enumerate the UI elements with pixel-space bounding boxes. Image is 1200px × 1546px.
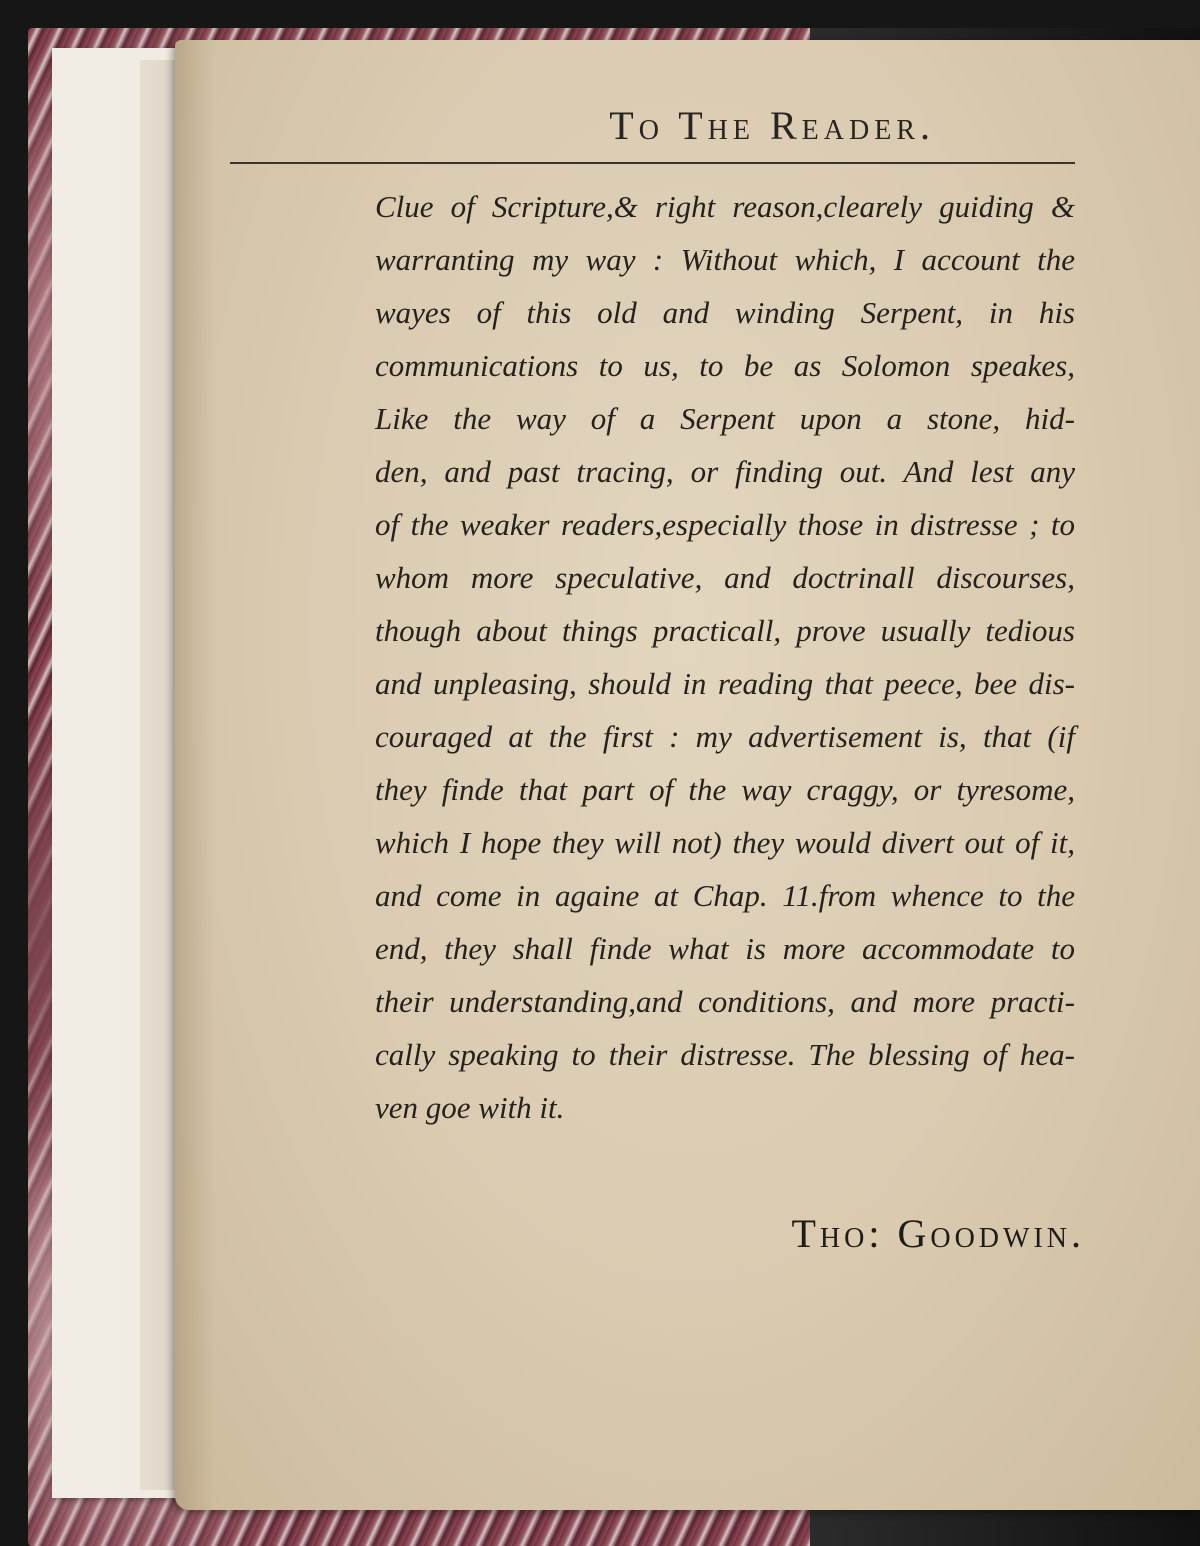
text-line: ven goe with it. xyxy=(375,1090,565,1125)
text-line: though about things practicall, prove usually tedious xyxy=(375,613,1075,648)
text-line: and unpleasing, should in reading that peece, bee dis- xyxy=(375,666,1075,701)
text-line: of the weaker readers,especially those in distresse ; to xyxy=(375,507,1075,542)
text-line: and come in againe at Chap. 11.from whence to the xyxy=(375,878,1075,913)
text-line: their understanding,and conditions, and more practi- xyxy=(375,984,1075,1019)
book-page xyxy=(175,40,1200,1510)
text-line: den, and past tracing, or finding out. And lest any xyxy=(375,454,1075,489)
text-line: Clue of Scripture,& right reason,clearely guiding & xyxy=(375,189,1075,224)
signature: Tho: Goodwin. xyxy=(791,1211,1085,1256)
text-line: Like the way of a Serpent upon a stone, hid- xyxy=(375,401,1075,436)
head-rule xyxy=(230,162,1075,164)
body-text xyxy=(375,180,1075,1134)
text-line: whom more speculative, and doctrinall discourses, xyxy=(375,560,1075,595)
text-line: end, they shall finde what is more accommodate to xyxy=(375,931,1075,966)
text-line: warranting my way : Without which, I account the xyxy=(375,242,1075,277)
text-line: cally speaking to their distresse. The blessing of hea- xyxy=(375,1037,1075,1072)
text-line: couraged at the first : my advertisement is, that (if xyxy=(375,719,1075,754)
text-line: wayes of this old and winding Serpent, in his xyxy=(375,295,1075,330)
text-line: which I hope they will not) they would divert out of it, xyxy=(375,825,1075,860)
text-line: communications to us, to be as Solomon speakes, xyxy=(375,348,1075,383)
running-head: To The Reader. xyxy=(609,103,935,148)
text-line: they finde that part of the way craggy, or tyresome, xyxy=(375,772,1075,807)
